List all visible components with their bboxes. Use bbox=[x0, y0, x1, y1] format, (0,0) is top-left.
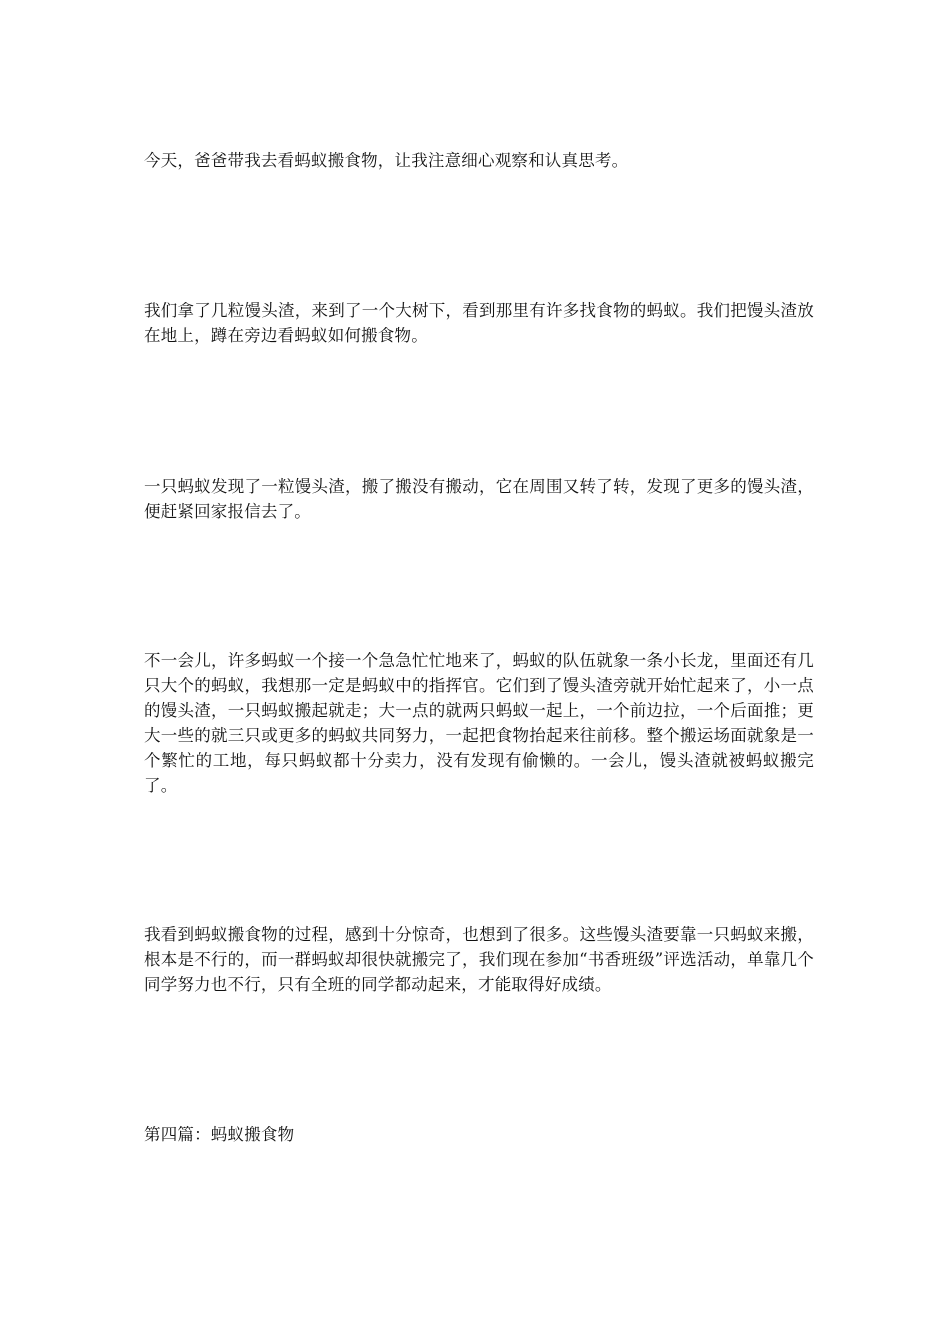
paragraph-intro: 今天，爸爸带我去看蚂蚁搬食物，让我注意细心观察和认真思考。 bbox=[144, 151, 629, 170]
section-heading: 第四篇：蚂蚁搬食物 bbox=[144, 1125, 295, 1144]
paragraph-discovery: 一只蚂蚁发现了一粒馒头渣，搬了搬没有搬动，它在周围又转了转，发现了更多的馒头渣，便赶紧回家报信去了。 bbox=[144, 477, 814, 521]
paragraph-reflection: 我看到蚂蚁搬食物的过程，感到十分惊奇，也想到了很多。这些馒头渣要靠一只蚂蚁来搬，根本是不行的，而一群蚂蚁却很快就搬完了，我们现在参加“书香班级”评选活动，单靠几个同学努力也不行，只有全班的同学都动起来，才能取得好成绩。 bbox=[144, 925, 814, 994]
paragraph-setup: 我们拿了几粒馒头渣，来到了一个大树下，看到那里有许多找食物的蚂蚁。我们把馒头渣放在地上，蹲在旁边看蚂蚁如何搬食物。 bbox=[144, 301, 814, 345]
paragraph-teamwork: 不一会儿，许多蚂蚁一个接一个急急忙忙地来了，蚂蚁的队伍就象一条小长龙，里面还有几只大个的蚂蚁，我想那一定是蚂蚁中的指挥官。它们到了馒头渣旁就开始忙起来了，小一点的馒头渣，一只蚂蚁搬起就走；大一点的就两只蚂蚁一起上，一个前边拉，一个后面推；更大一些的就三只或更多的蚂蚁共同努力，一起把食物抬起来往前移。整个搬运场面就象是一个繁忙的工地，每只蚂蚁都十分卖力，没有发现有偷懒的。一会儿，馒头渣就被蚂蚁搬完了。 bbox=[144, 651, 814, 795]
